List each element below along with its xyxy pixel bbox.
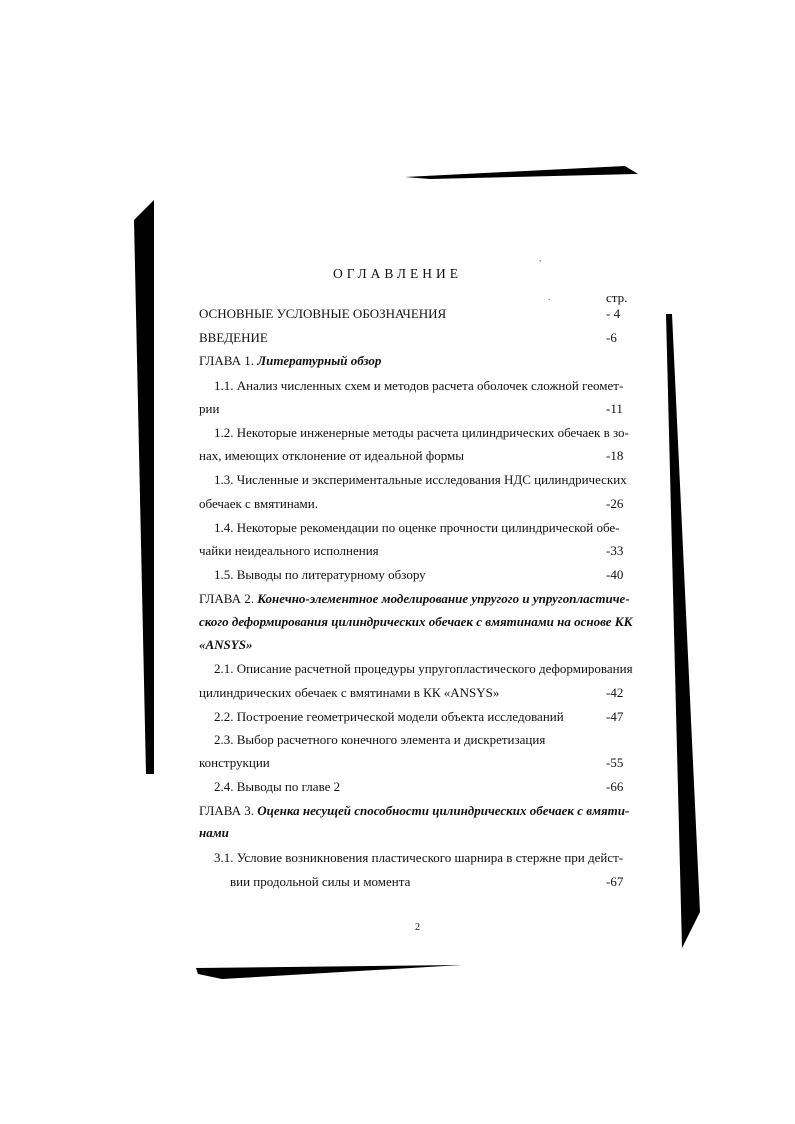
- toc-entry-page: -67: [606, 874, 624, 889]
- toc-entry-intro: [199, 330, 268, 346]
- toc-entry-page: -33: [606, 543, 624, 558]
- section-1-5-line1: 1.5. Выводы по литературному обзору: [214, 567, 426, 582]
- scan-speck: .: [548, 292, 551, 302]
- section-1-4-line2: чайки неидеального исполнения: [199, 543, 379, 558]
- section-1-3-line2: обечаек с вмятинами.: [199, 496, 318, 511]
- toc-entry-notation: [199, 306, 446, 322]
- toc-entry-page: -18: [606, 448, 624, 463]
- toc-title: ОГЛАВЛЕНИЕ: [332, 266, 463, 281]
- section-2-4-line1: 2.4. Выводы по главе 2: [214, 779, 341, 794]
- chapter-title: Оценка несущей способности цилиндрических обечаек с вмяти-: [257, 803, 630, 818]
- page-column-label: стр.: [606, 290, 628, 305]
- chapter-1-heading: [199, 353, 381, 369]
- toc-entry-page: -26: [606, 496, 624, 511]
- scan-edge-top: [400, 160, 640, 182]
- scan-edge-left: [130, 198, 160, 778]
- toc-entry-page: -11: [606, 401, 623, 416]
- toc-entry-text: ОСНОВНЫЕ УСЛОВНЫЕ ОБОЗНАЧЕНИЯ: [199, 306, 447, 321]
- section-1-3-line1: 1.3. Численные и экспериментальные исследования НДС цилиндрических: [214, 472, 627, 487]
- section-1-1-line2: рии: [199, 401, 220, 416]
- chapter-prefix: ГЛАВА 1.: [199, 353, 254, 368]
- chapter-title: Конечно-элементное моделирование упругого и упругопластиче-: [257, 591, 630, 606]
- section-1-2-line2: нах, имеющих отклонение от идеальной формы: [199, 448, 464, 463]
- chapter-2-heading: [199, 591, 630, 607]
- toc-entry-page: -6: [606, 330, 617, 345]
- section-1-1-line1: 1.1. Анализ численных схем и методов расчета оболочек сложной геомет-: [214, 378, 624, 393]
- toc-entry-page: - 4: [606, 306, 621, 321]
- chapter-prefix: ГЛАВА 2.: [199, 591, 254, 606]
- chapter-2-title-line3: «ANSYS»: [199, 637, 253, 652]
- chapter-prefix: ГЛАВА 3.: [199, 803, 254, 818]
- section-3-1-line2: вии продольной силы и момента: [230, 874, 411, 889]
- section-1-2-line1: 1.2. Некоторые инженерные методы расчета цилиндрических обечаек в зо-: [214, 425, 629, 440]
- scan-speck: ,: [539, 253, 542, 263]
- toc-entry-page: -40: [606, 567, 624, 582]
- section-2-2-line1: 2.2. Построение геометрической модели объекта исследований: [214, 709, 564, 724]
- section-1-4-line1: 1.4. Некоторые рекомендации по оценке прочности цилиндрической обе-: [214, 520, 620, 535]
- section-2-3-line2: конструкции: [199, 755, 270, 770]
- section-2-1-line2: цилиндрических обечаек с вмятинами в КК «ANSYS»: [199, 685, 500, 700]
- toc-entry-page: -55: [606, 755, 624, 770]
- chapter-3-heading: [199, 803, 629, 819]
- scan-edge-right: [660, 312, 705, 952]
- section-2-3-line1: 2.3. Выбор расчетного конечного элемента и дискретизация: [214, 732, 546, 747]
- chapter-2-title-line2: ского деформирования цилиндрических обечаек с вмятинами на основе КК: [199, 614, 633, 629]
- toc-entry-page: -66: [606, 779, 624, 794]
- chapter-title: Литературный обзор: [257, 353, 382, 368]
- section-2-1-line1: 2.1. Описание расчетной процедуры упругопластического деформирования: [214, 661, 633, 676]
- section-3-1-line1: 3.1. Условие возникновения пластического шарнира в стержне при дейст-: [214, 850, 624, 865]
- chapter-3-title-line2: нами: [199, 825, 229, 840]
- scan-edge-bottom: [192, 962, 467, 982]
- toc-entry-page: -47: [606, 709, 624, 724]
- toc-entry-text: ВВЕДЕНИЕ: [199, 330, 268, 345]
- page-number: 2: [415, 922, 420, 933]
- toc-entry-page: -42: [606, 685, 624, 700]
